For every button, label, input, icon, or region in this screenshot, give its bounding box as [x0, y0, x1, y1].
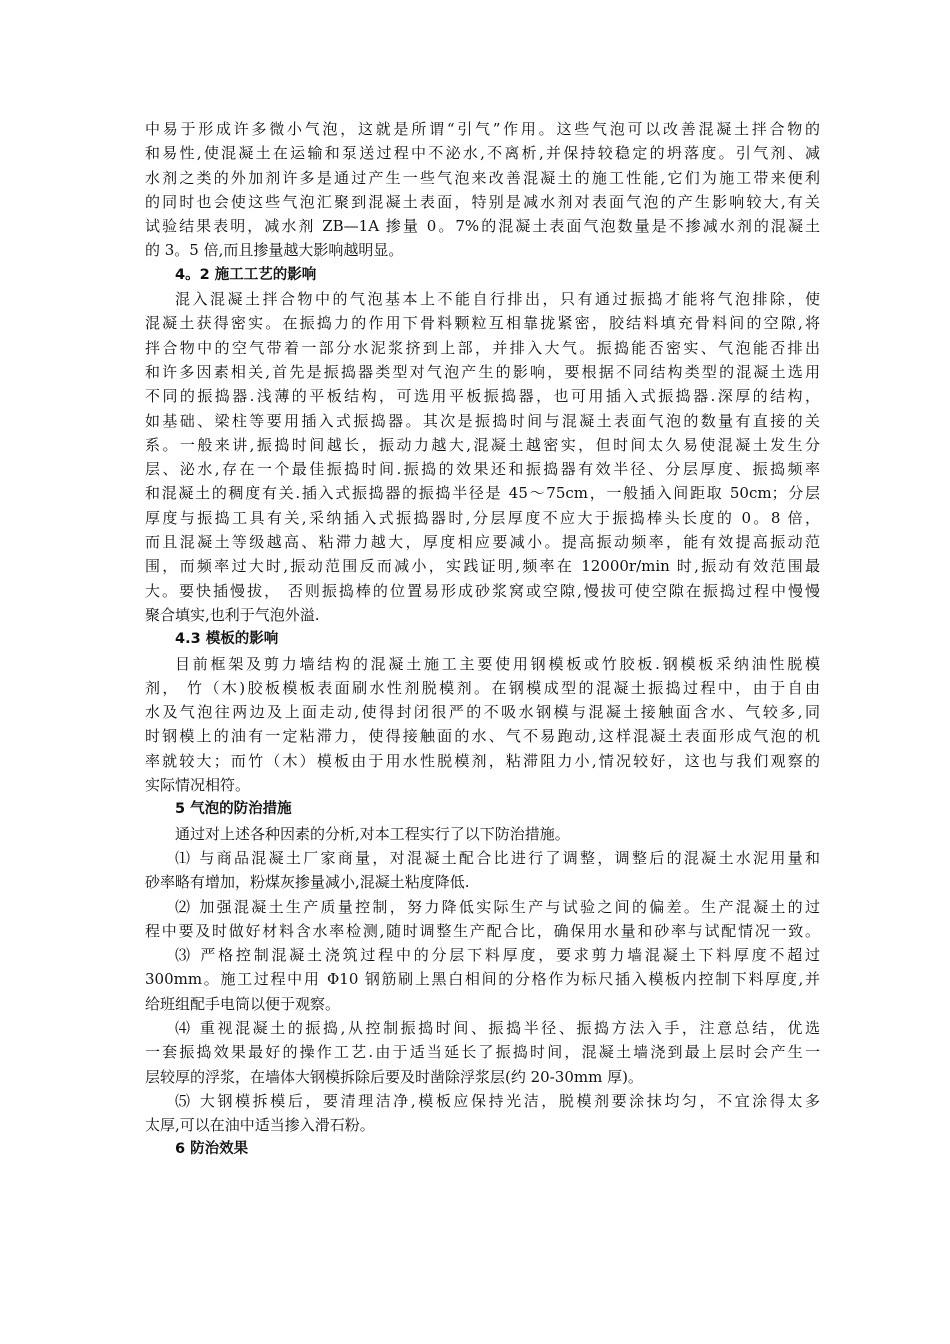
text-line: 一套振捣效果最好的操作工艺.由于适当延长了振捣时间，混凝土墙浇到最上层时会产生一	[145, 1043, 820, 1062]
text-line: 试验结果表明，减水剂 ZB—1A 掺量 0。7%的混凝土表面气泡数量是不掺减水剂的混凝土	[145, 217, 820, 236]
text-line: 中易于形成许多微小气泡，这就是所谓“引气”作用。这些气泡可以改善混凝土拌合物的	[145, 120, 820, 138]
text-line: 程中要及时做好材料含水率检测,随时调整生产配合比，确保用水量和砂率与试配情况一致。	[145, 921, 820, 940]
text-line: ⑷ 重视混凝土的振捣,从控制振捣时间、振捣半径、振捣方法入手，注意总结，优选	[175, 1018, 820, 1037]
text-line: 率就较大；而竹（木）模板由于用水性脱模剂，粘滞阻力小,情况较好，这也与我们观察的	[145, 751, 820, 770]
text-line: 实际情况相符。	[145, 776, 251, 795]
text-line: 的 3。5 倍,而且掺量越大影响越明显。	[145, 241, 404, 260]
text-line: 围，而频率过大时,振动范围反而减小，实践证明,频率在 12000r/min 时,振动有效范围最	[145, 557, 820, 576]
text-line: 如基础、梁柱等要用插入式振捣器。其次是振捣时间与混凝土表面气泡的数量有直接的关	[145, 411, 820, 430]
text-line: 水剂之类的外加剂许多是通过产生一些气泡来改善混凝土的施工性能,它们为施工带来便利	[145, 168, 820, 187]
text-line: ⑴ 与商品混凝土厂家商量，对混凝土配合比进行了调整，调整后的混凝土水泥用量和	[175, 848, 820, 867]
paragraph	[145, 652, 820, 798]
text-line: 太厚,可以在油中适当掺入滑石粉。	[145, 1116, 375, 1135]
list-item	[145, 1089, 820, 1138]
text-line: 和混凝土的稠度有关.插入式振捣器的振捣半径是 45～75cm，一般插入间距取 50cm；分层	[145, 484, 820, 503]
document-body	[145, 117, 820, 1162]
text-line: 层、泌水,存在一个最佳振捣时间.振捣的效果还和振捣器有效半径、分层厚度、振捣频率	[145, 460, 820, 479]
text-line: 剂， 竹（木)胶板模板表面刷水性剂脱模剂。在钢模成型的混凝土振捣过程中，由于自由	[145, 678, 820, 697]
text-line: 300mm。施工过程中用 Φ10 钢筋刷上黑白相间的分格作为标尺插入模板内控制下料厚度,并	[145, 970, 820, 989]
text-line: 系。一般来讲,振捣时间越长，振动力越大,混凝土越密实，但时间太久易使混凝土发生分	[145, 435, 820, 454]
text-line: 目前框架及剪力墙结构的混凝土施工主要使用钢模板或竹胶板.钢模板采纳油性脱模	[175, 654, 820, 673]
text-line: 而且混凝土等级越高、粘滞力越大，厚度相应要减小。提高振动频率，能有效提高振动范	[145, 533, 820, 552]
text-line: 层较厚的浮浆，在墙体大钢模拆除后要及时凿除浮浆层(约 20-30mm 厚)。	[145, 1067, 643, 1086]
text-line: 的同时也会使这些气泡汇聚到混凝土表面，特别是减水剂对表面气泡的产生影响较大,有关	[145, 192, 820, 211]
text-line: 混入混凝土拌合物中的气泡基本上不能自行排出，只有通过振捣才能将气泡排除，使	[175, 290, 820, 309]
text-line: 拌合物中的空气带着一部分水泥浆挤到上部，并排入大气。振捣能否密实、气泡能否排出	[145, 338, 820, 357]
list-item	[145, 846, 820, 895]
text-line: 不同的振捣器.浅薄的平板结构，可选用平板振捣器，也可用插入式振捣器.深厚的结构，	[145, 387, 820, 406]
section-heading-6: 6 防治效果	[175, 1141, 249, 1158]
paragraph	[145, 822, 820, 846]
text-line: 给班组配手电筒以便于观察。	[145, 994, 341, 1013]
text-line: 混凝土获得密实。在振捣力的作用下骨料颗粒互相靠拢紧密，胶结料填充骨料间的空隙,将	[145, 314, 820, 333]
section-heading-4-3: 4.3 模板的影响	[175, 631, 279, 648]
text-line: 大。要快插慢拔， 否则振捣棒的位置易形成砂浆窝或空隙,慢拔可使空隙在振捣过程中慢慢	[145, 581, 820, 600]
text-line: 和许多因素相关,首先是振捣器类型对气泡产生的影响，要根据不同结构类型的混凝土选用	[145, 362, 820, 381]
text-line: 和易性,使混凝土在运输和泵送过程中不泌水,不离析,并保持较稳定的坍落度。引气剂、减	[145, 144, 820, 163]
text-line: 水及气泡往两边及上面走动,使得封闭很严的不吸水钢模与混凝土接触面含水、气较多,同	[145, 703, 820, 722]
text-line: ⑸ 大钢模拆模后，要清理洁净,模板应保持光洁，脱模剂要涂抹均匀，不宜涂得太多	[175, 1091, 820, 1110]
text-line: 厚度与振捣工具有关,采纳插入式振捣器时,分层厚度不应大于振捣棒头长度的 0。8 倍，	[145, 508, 820, 527]
text-line: ⑵ 加强混凝土生产质量控制，努力降低实际生产与试验之间的偏差。生产混凝土的过	[175, 897, 820, 916]
text-line: ⑶ 严格控制混凝土浇筑过程中的分层下料厚度，要求剪力墙混凝土下料厚度不超过	[175, 946, 820, 965]
list-item	[145, 895, 820, 944]
section-heading-5: 5 气泡的防治措施	[175, 801, 292, 818]
text-line: 砂率略有增加，粉煤灰掺量减小,混凝土粘度降低.	[145, 873, 470, 892]
list-item	[145, 1016, 820, 1089]
paragraph	[145, 287, 820, 627]
list-item	[145, 943, 820, 1016]
text-line: 时钢模上的油有一定粘滞力，使得接触面的水、气不易跑动,这样混凝土表面形成气泡的机	[145, 727, 820, 746]
paragraph	[145, 117, 820, 263]
text-line: 通过对上述各种因素的分析,对本工程实行了以下防治措施。	[175, 824, 570, 843]
section-heading-4-2: 4。2 施工工艺的影响	[175, 266, 317, 283]
text-line: 聚合填实,也利于气泡外溢.	[145, 605, 320, 624]
